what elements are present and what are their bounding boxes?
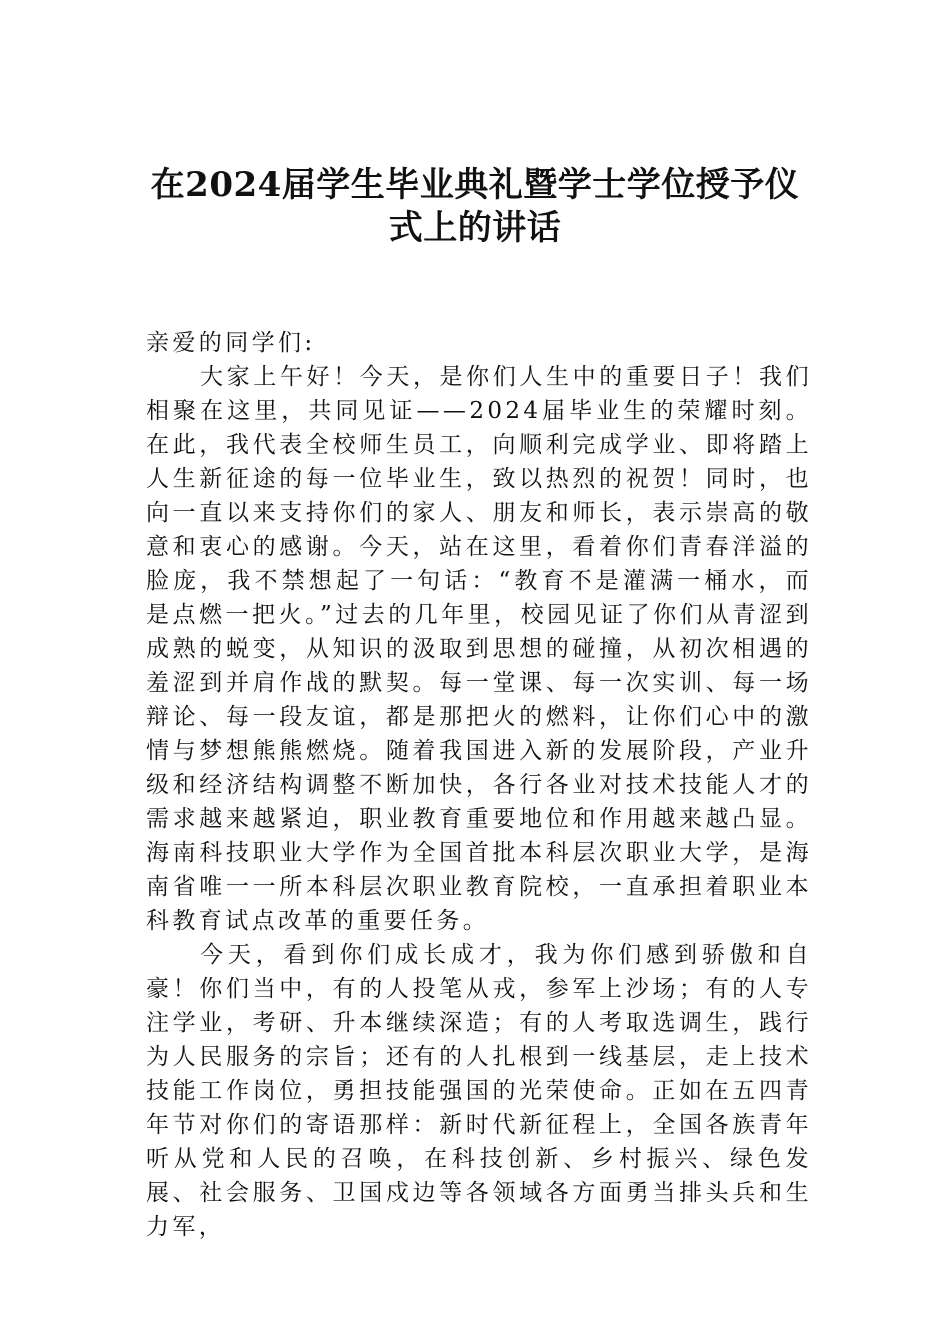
paragraph-2: 今天，看到你们成长成才，我为你们感到骄傲和自豪！你们当中，有的人投笔从戎，参军上沙场；有的人专注学业，考研、升本继续深造；有的人考取选调生，践行为人民服务的宗旨；还有的人扎根到一线基层，走上技术技能工作岗位，勇担技能强国的光荣使命。正如在五四青年节对你们的寄语那样：新时代新征程上，全国各族青年听从党和人民的召唤，在科技创新、乡村振兴、绿色发展、社会服务、卫国戍边等各领域各方面勇当排头兵和生力军， — [146, 942, 812, 1240]
document-title-line-1: 在2024届学生毕业典礼暨学士学位授予仪 — [150, 165, 800, 205]
salutation: 亲爱的同学们: — [146, 330, 316, 356]
paragraph-1: 大家上午好！今天，是你们人生中的重要日子！我们相聚在这里，共同见证——2024届毕业生的荣耀时刻。在此，我代表全校师生员工，向顺利完成学业、即将踏上人生新征途的每一位毕业生，致以热烈的祝贺！同时，也向一直以来支持你们的家人、朋友和师长，表示崇高的敬意和衷心的感谢。今天，站在这里，看着你们青春洋溢的脸庞，我不禁想起了一句话：“教育不是灌满一桶水，而是点燃一把火。”过去的几年里，校园见证了你们从青涩到成熟的蜕变，从知识的汲取到思想的碰撞，从初次相遇的羞涩到并肩作战的默契。每一堂课、每一次实训、每一场辩论、每一段友谊，都是那把火的燃料，让你们心中的激情与梦想熊熊燃烧。随着我国进入新的发展阶段，产业升级和经济结构调整不断加快，各行各业对技术技能人才的需求越来越紧迫，职业教育重要地位和作用越来越凸显。海南科技职业大学作为全国首批本科层次职业大学，是海南省唯一一所本科层次职业教育院校，一直承担着职业本科教育试点改革的重要任务。 — [146, 364, 812, 934]
document-title-line-2: 式上的讲话 — [388, 208, 562, 248]
document-body — [146, 326, 812, 1244]
